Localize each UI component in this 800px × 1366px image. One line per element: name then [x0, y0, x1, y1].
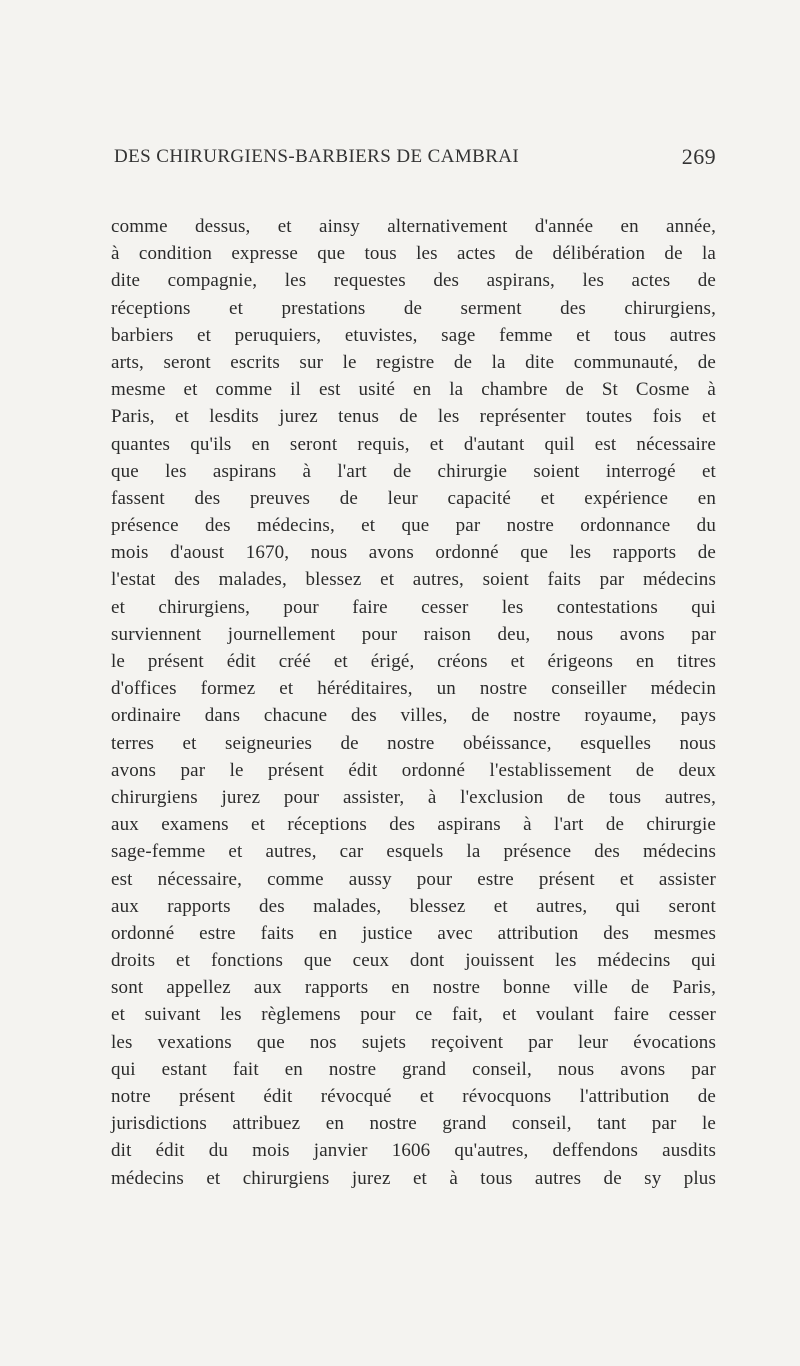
- text-line: comme dessus, et ainsy alternativement d'année en année,: [111, 216, 716, 237]
- text-line: notre présent édit révocqué et révocquons l'attribution de: [111, 1086, 716, 1107]
- text-line: d'offices formez et héréditaires, un nostre conseiller médecin: [111, 678, 716, 700]
- text-line: et chirurgiens, pour faire cesser les contestations qui: [111, 596, 716, 618]
- text-line: arts, seront escrits sur le registre de la dite communauté, de: [111, 351, 716, 373]
- text-line: les vexations que nos sujets reçoivent par leur évocations: [111, 1031, 716, 1053]
- text-line: Paris, et lesdits jurez tenus de les représenter toutes fois et: [111, 406, 716, 428]
- text-line: ordinaire dans chacune des villes, de nostre royaume, pays: [111, 705, 716, 727]
- text-line: médecins et chirurgiens jurez et à tous autres de sy plus: [111, 1167, 716, 1189]
- text-line: aux rapports des malades, blessez et autres, qui seront: [111, 895, 716, 917]
- text-line: à condition expresse que tous les actes de délibération de la: [111, 243, 716, 265]
- body-text: [111, 213, 716, 1192]
- text-line: surviennent journellement pour raison deu, nous avons par: [111, 623, 716, 645]
- text-line: quantes qu'ils en seront requis, et d'autant quil est nécessaire: [111, 433, 716, 455]
- text-line: avons par le présent édit ordonné l'establissement de deux: [111, 759, 716, 781]
- page-number: 269: [681, 144, 716, 169]
- text-line: sont appellez aux rapports en nostre bonne ville de Paris,: [111, 977, 716, 999]
- text-line: sage-femme et autres, car esquels la présence des médecins: [111, 841, 716, 863]
- running-head: [114, 146, 716, 174]
- text-line: dite compagnie, les requestes des aspirans, les actes de: [111, 270, 716, 292]
- text-line: barbiers et peruquiers, etuvistes, sage femme et tous autres: [111, 324, 716, 346]
- text-line: l'estat des malades, blessez et autres, soient faits par médecins: [111, 569, 716, 591]
- text-line: est nécessaire, comme aussy pour estre présent et assister: [111, 868, 716, 890]
- text-line: présence des médecins, et que par nostre ordonnance du: [111, 515, 716, 537]
- text-line: que les aspirans à l'art de chirurgie soient interrogé et: [111, 460, 716, 482]
- text-line: le présent édit créé et érigé, créons et érigeons en titres: [111, 651, 716, 672]
- text-line: aux examens et réceptions des aspirans à l'art de chirurgie: [111, 814, 716, 836]
- text-line: et suivant les règlemens pour ce fait, et voulant faire cesser: [111, 1004, 716, 1026]
- text-line: droits et fonctions que ceux dont jouissent les médecins qui: [111, 950, 716, 972]
- text-line: terres et seigneuries de nostre obéissance, esquelles nous: [111, 732, 716, 754]
- text-line: dit édit du mois janvier 1606 qu'autres, deffendons ausdits: [111, 1140, 716, 1162]
- text-line: qui estant fait en nostre grand conseil, nous avons par: [111, 1058, 716, 1080]
- running-title: DES CHIRURGIENS-BARBIERS DE CAMBRAI: [114, 146, 520, 167]
- text-line: réceptions et prestations de serment des chirurgiens,: [111, 297, 716, 319]
- text-line: mois d'aoust 1670, nous avons ordonné que les rapports de: [111, 542, 716, 564]
- text-line: jurisdictions attribuez en nostre grand conseil, tant par le: [111, 1113, 716, 1135]
- text-line: fassent des preuves de leur capacité et expérience en: [111, 487, 716, 509]
- text-line: mesme et comme il est usité en la chambre de St Cosme à: [111, 379, 716, 401]
- text-line: ordonné estre faits en justice avec attribution des mesmes: [111, 922, 716, 944]
- text-line: chirurgiens jurez pour assister, à l'exclusion de tous autres,: [111, 786, 716, 808]
